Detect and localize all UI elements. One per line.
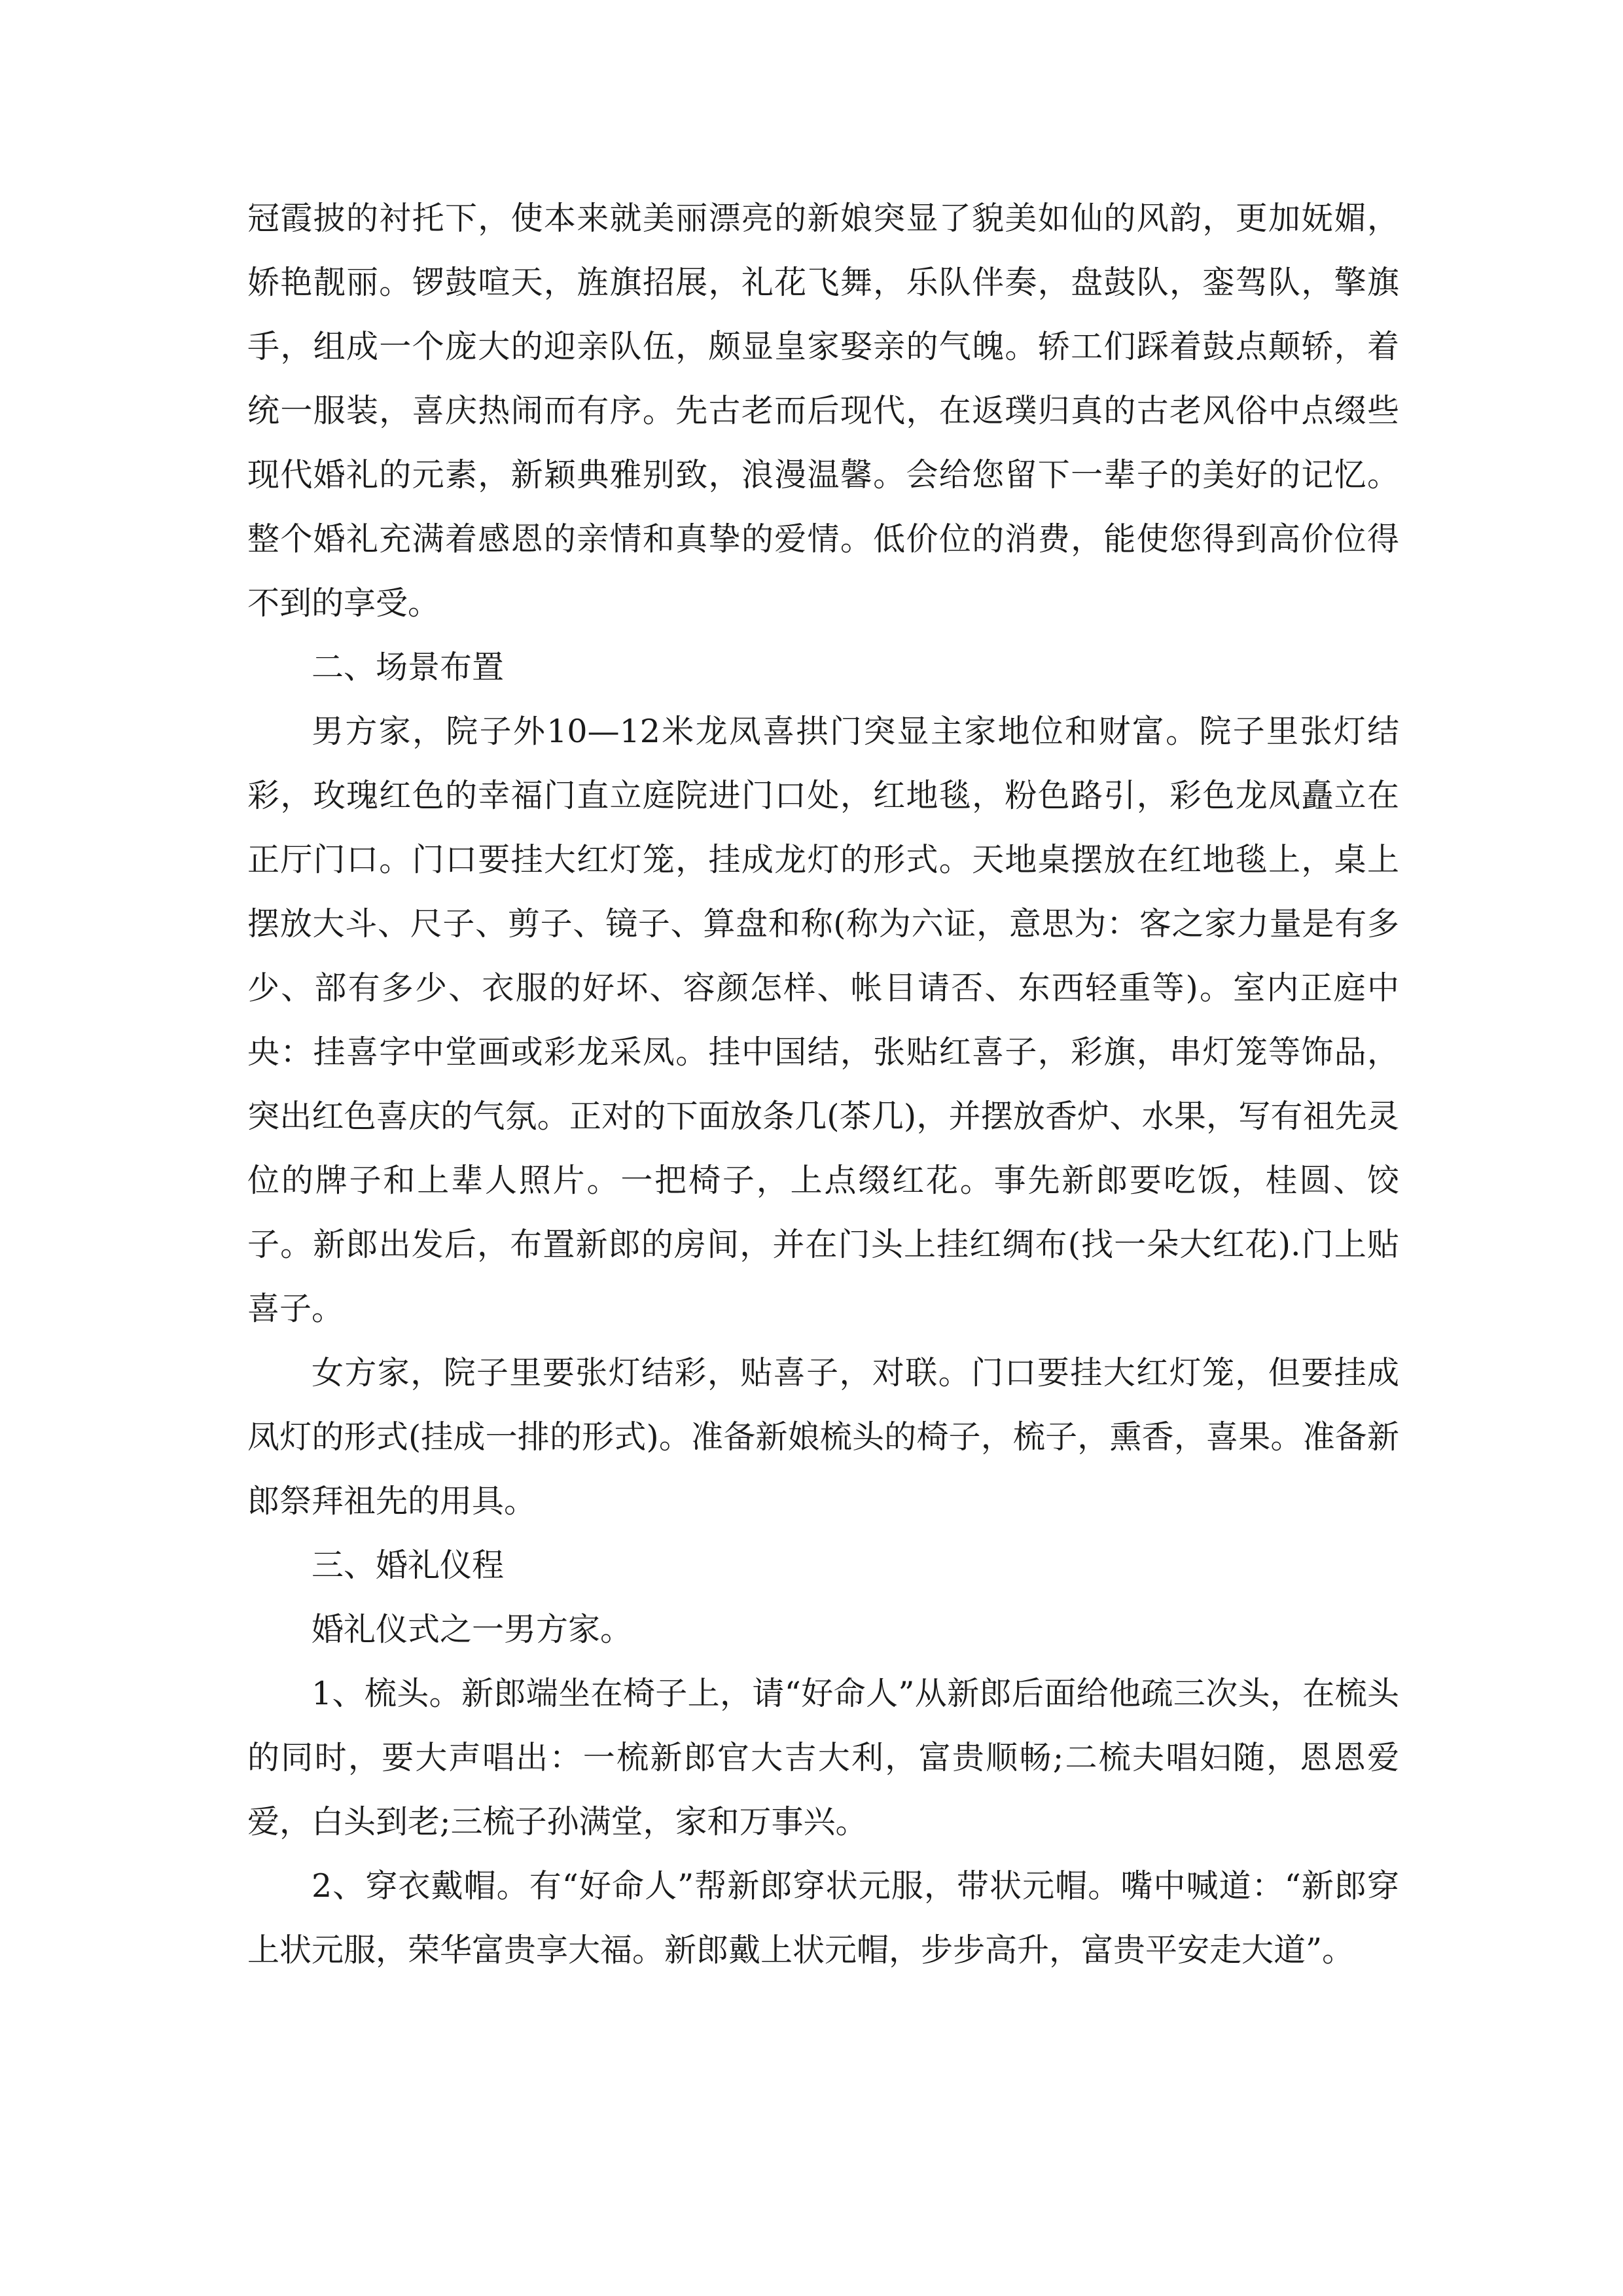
- paragraph-continuation: 冠霞披的衬托下，使本来就美丽漂亮的新娘突显了貌美如仙的风韵，更加妩媚，娇艳靓丽。锣鼓喧天，旌旗招展，礼花飞舞，乐队伴奏，盘鼓队，銮驾队，擎旗手，组成一个庞大的迎亲队伍，颇显皇家娶亲的气魄。轿工们踩着鼓点颠轿，着统一服装，喜庆热闹而有序。先古老而后现代，在返璞归真的古老风俗中点缀些现代婚礼的元素，新颖典雅别致，浪漫温馨。会给您留下一辈子的美好的记忆。整个婚礼充满着感恩的亲情和真挚的爱情。低价位的消费，能使您得到高价位得不到的享受。: [247, 200, 1399, 622]
- section-heading-scene-setup: 二、场景布置: [312, 649, 505, 686]
- section-heading-ceremony: 三、婚礼仪程: [312, 1547, 505, 1584]
- paragraph-step-combing: 1、梳头。新郎端坐在椅子上，请“好命人”从新郎后面给他疏三次头，在梳头的同时，要大声唱出：一梳新郎官大吉大利，富贵顺畅;二梳夫唱妇随，恩恩爱爱，白头到老;三梳子孙满堂，家和万事兴。: [247, 1675, 1399, 1840]
- paragraph-bride-home: 女方家，院子里要张灯结彩，贴喜子，对联。门口要挂大红灯笼，但要挂成凤灯的形式(挂成一排的形式)。准备新娘梳头的椅子，梳子，熏香，喜果。准备新郎祭拜祖先的用具。: [247, 1354, 1399, 1520]
- document-body: [247, 187, 1399, 1982]
- paragraph-ceremony-intro: 婚礼仪式之一男方家。: [312, 1611, 633, 1648]
- paragraph-step-dressing: 2、穿衣戴帽。有“好命人”帮新郎穿状元服，带状元帽。嘴中喊道：“新郎穿上状元服，荣华富贵享大福。新郎戴上状元帽，步步高升，富贵平安走大道”。: [247, 1867, 1399, 1969]
- paragraph-groom-home: 男方家，院子外10—12米龙凤喜拱门突显主家地位和财富。院子里张灯结彩，玫瑰红色的幸福门直立庭院进门口处，红地毯，粉色路引，彩色龙凤矗立在正厅门口。门口要挂大红灯笼，挂成龙灯的形式。天地桌摆放在红地毯上，桌上摆放大斗、尺子、剪子、镜子、算盘和称(称为六证，意思为：客之家力量是有多少、部有多少、衣服的好坏、容颜怎样、帐目请否、东西轻重等)。室内正庭中央：挂喜字中堂画或彩龙采凤。挂中国结，张贴红喜子，彩旗，串灯笼等饰品，突出红色喜庆的气氛。正对的下面放条几(茶几)，并摆放香炉、水果，写有祖先灵位的牌子和上辈人照片。一把椅子，上点缀红花。事先新郎要吃饭，桂圆、饺子。新郎出发后，布置新郎的房间，并在门头上挂红绸布(找一朵大红花).门上贴喜子。: [247, 713, 1399, 1327]
